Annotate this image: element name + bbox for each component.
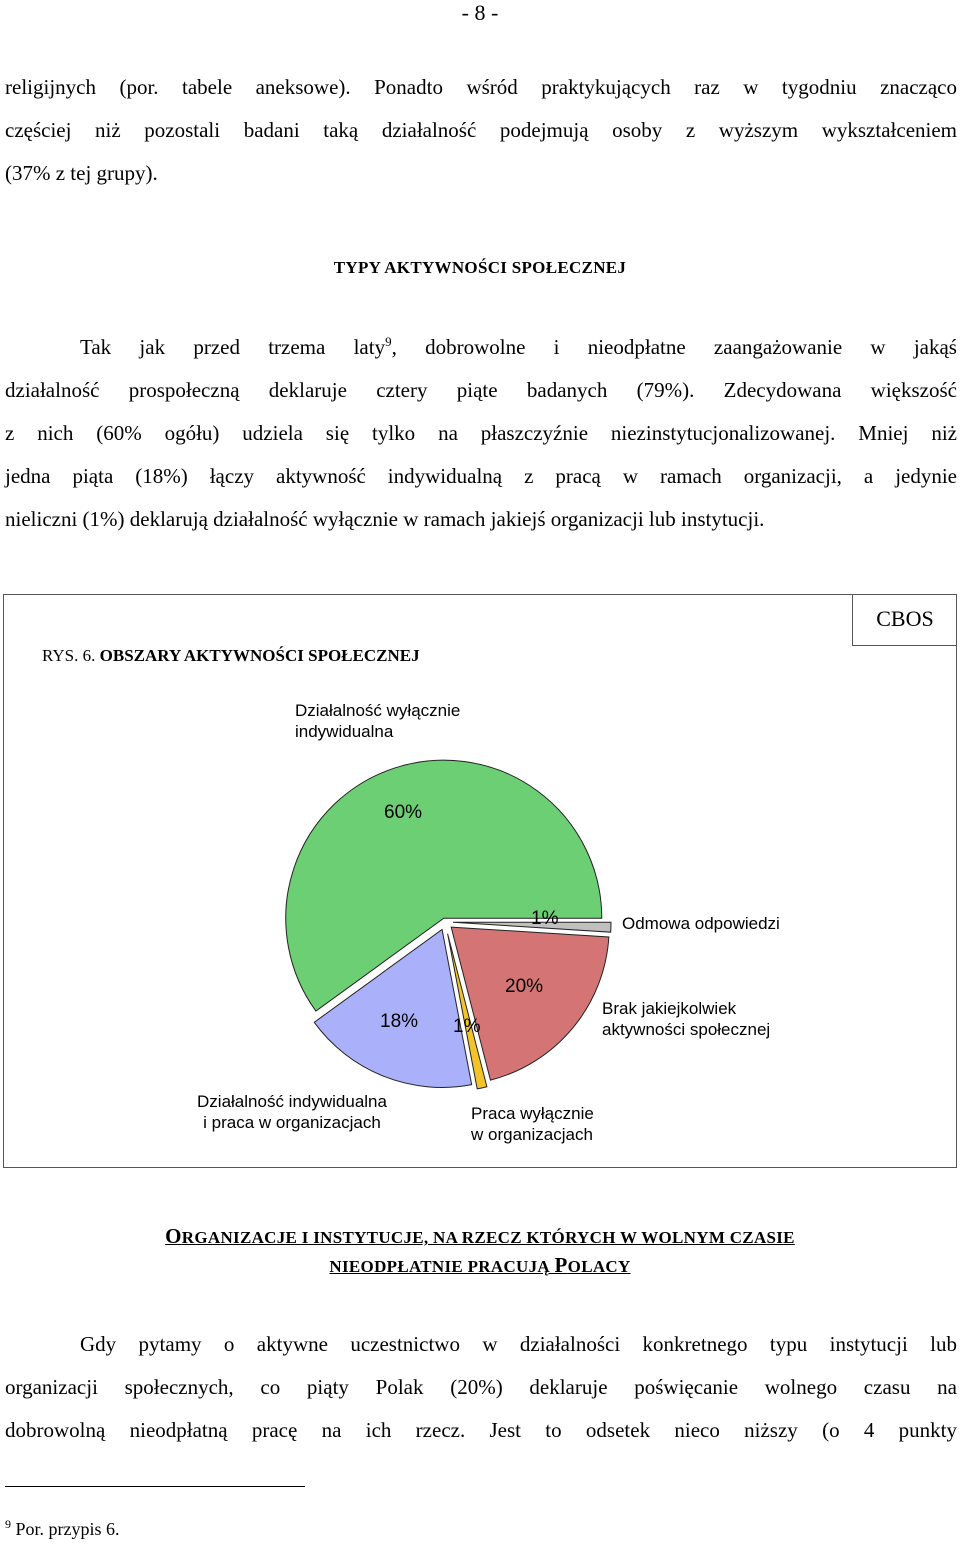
source-badge: CBOS xyxy=(852,594,957,646)
section2-line: Gdy pytamy o aktywne uczestnictwo w działalności konkretnego typu instytucji lub xyxy=(80,1332,957,1356)
title-rest: NIEODPŁATNIE PRACUJĄ xyxy=(329,1257,555,1276)
slice-value-mixed: 18% xyxy=(380,1011,419,1032)
slice-label-line: Odmowa odpowiedzi xyxy=(622,914,780,933)
footnote-rule xyxy=(5,1486,305,1487)
section1-text-rest: , dobrowolne i nieodpłatne zaangażowanie w jakąś xyxy=(391,335,957,359)
slice-label-line: Brak jakiejkolwiek xyxy=(602,999,737,1018)
section1-line: nieliczni (1%) deklarują działalność wyłącznie w ramach jakiejś organizacji lub instytucji. xyxy=(5,507,765,531)
intro-line: (37% z tej grupy). xyxy=(5,161,158,185)
slice-label-refusal xyxy=(622,913,780,934)
section2-line: organizacji społecznych, co piąty Polak (20%) deklaruje poświęcanie wolnego czasu na xyxy=(5,1375,957,1399)
slice-label-line: indywidualna xyxy=(295,722,394,741)
slice-label-line: Działalność indywidualna xyxy=(197,1092,387,1111)
footnote-ref: 9 xyxy=(385,334,392,349)
figure-number: RYS. 6. xyxy=(42,646,96,665)
title-cap: P xyxy=(554,1253,568,1277)
title-rest: RGANIZACJE I INSTYTUCJE, NA RZECZ KTÓRYCH W WOLNYM CZASIE xyxy=(181,1228,795,1247)
slice-label-individual xyxy=(295,700,460,742)
section2-title-line2 xyxy=(0,1253,960,1278)
slice-value-refusal: 1% xyxy=(531,908,559,929)
title-rest: OLACY xyxy=(567,1257,631,1276)
section1-line: działalność prospołeczną deklaruje cztery piąte badanych (79%). Zdecydowana większość xyxy=(5,378,957,402)
slice-label-no-activity xyxy=(602,998,770,1040)
intro-line: częściej niż pozostali badani taką działalność podejmują osoby z wyższym wykształceniem xyxy=(5,118,957,142)
slice-label-org-only xyxy=(471,1103,594,1145)
slice-value-org-only: 1% xyxy=(453,1016,481,1037)
section1-line: z nich (60% ogółu) udziela się tylko na płaszczyźnie niezinstytucjonalizowanej. Mniej niż xyxy=(5,421,957,445)
slice-label-line: w organizacjach xyxy=(471,1125,593,1144)
slice-label-line: aktywności społecznej xyxy=(602,1020,771,1039)
slice-label-line: i praca w organizacjach xyxy=(203,1113,381,1132)
section2-paragraph xyxy=(5,1323,957,1452)
slice-label-line: Praca wyłącznie xyxy=(471,1104,594,1123)
section-title-types: TYPY AKTYWNOŚCI SPOŁECZNEJ xyxy=(333,258,627,277)
pie-slices xyxy=(286,760,611,1089)
slice-label-mixed xyxy=(188,1091,396,1133)
intro-line: religijnych (por. tabele aneksowe). Ponadto wśród praktykujących raz w tygodniu znacząco xyxy=(5,75,957,99)
page-number: - 8 - xyxy=(461,0,499,25)
footnote-text: Por. przypis 6. xyxy=(11,1519,120,1539)
slice-value-individual: 60% xyxy=(384,802,423,823)
slice-value-no-activity: 20% xyxy=(505,976,544,997)
title-cap: O xyxy=(165,1224,182,1248)
footnote-number: 9 xyxy=(5,1517,11,1531)
section1-line: jedna piąta (18%) łączy aktywność indywidualną z pracą w ramach organizacji, a jedynie xyxy=(5,464,957,488)
section2-line: dobrowolną nieodpłatną pracę na ich rzecz. Jest to odsetek nieco niższy (o 4 punkty xyxy=(5,1418,957,1442)
section-title-organizations xyxy=(0,1224,960,1278)
slice-label-line: Działalność wyłącznie xyxy=(295,701,461,720)
footnote xyxy=(5,1517,120,1540)
figure-title-text: OBSZARY AKTYWNOŚCI SPOŁECZNEJ xyxy=(99,646,420,665)
section1-text-start: Tak jak przed trzema laty xyxy=(80,335,386,359)
section2-title-line1 xyxy=(0,1224,960,1249)
